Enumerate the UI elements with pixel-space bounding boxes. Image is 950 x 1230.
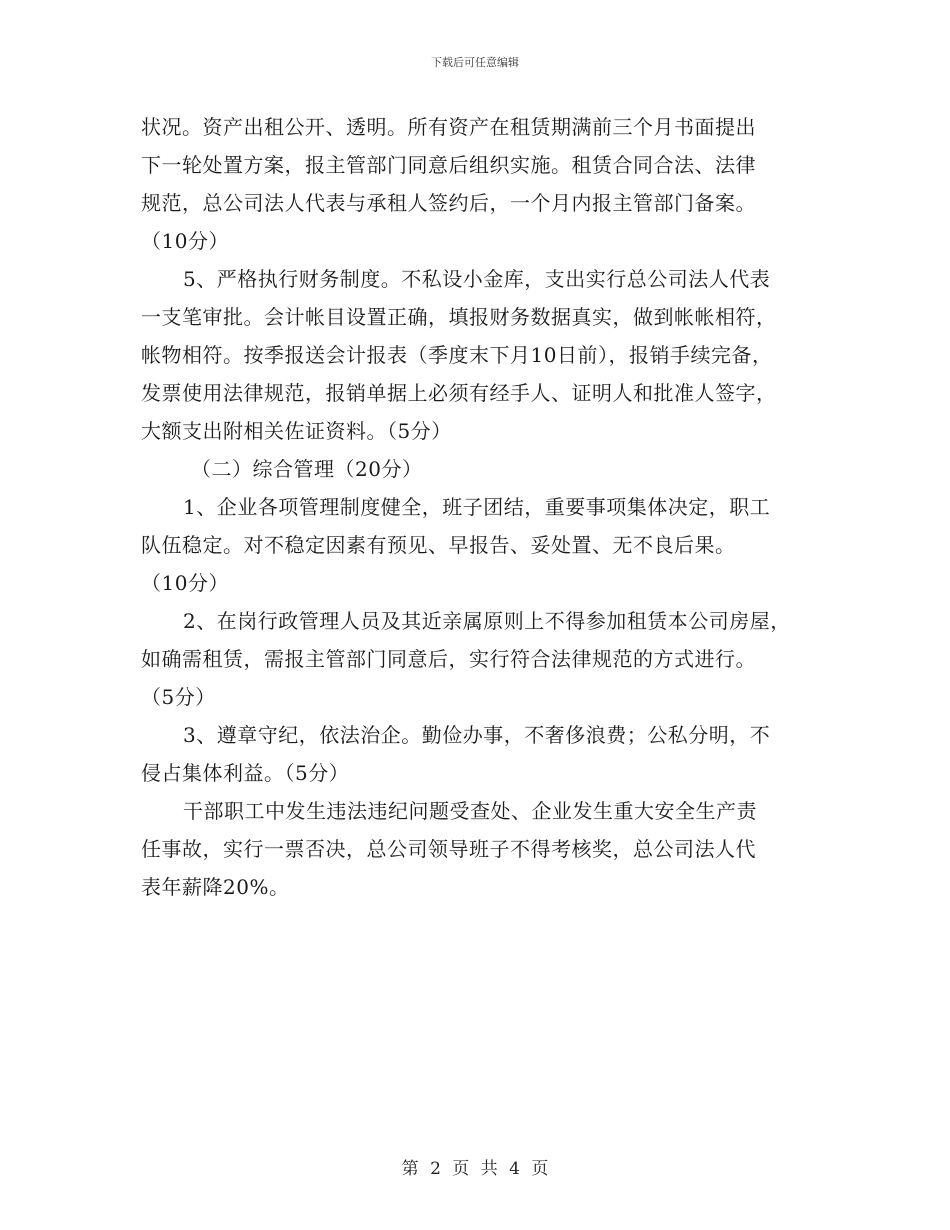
text-line: 下一轮处置方案，报主管部门同意后组织实施。租赁合同合法、法律 [141, 153, 756, 177]
section-heading: （二）综合管理（20分） [191, 457, 423, 481]
header-note: 下载后可任意编辑 [431, 56, 519, 69]
text-line: 任事故，实行一票否决，总公司领导班子不得考核奖，总公司法人代 [141, 837, 756, 861]
paragraph-item-3: 3、遵章守纪，依法治企。勤俭办事，不奢侈浪费；公私分明，不 [183, 723, 771, 747]
text-line: 帐物相符。按季报送会计报表（季度末下月10日前），报销手续完备， [141, 343, 773, 367]
score-note: （10分） [141, 229, 229, 253]
score-note: （5分） [141, 685, 216, 709]
text-line: 规范，总公司法人代表与承租人签约后，一个月内报主管部门备案。 [141, 191, 756, 215]
text-line: 发票使用法律规范，报销单据上必须有经手人、证明人和批准人签字， [141, 381, 777, 405]
text-line: 一支笔审批。会计帐目设置正确，填报财务数据真实，做到帐帐相符， [141, 305, 777, 329]
text-line: 大额支出附相关佐证资料。（5分） [141, 419, 452, 443]
text-line: 如确需租赁，需报主管部门同意后，实行符合法律规范的方式进行。 [141, 647, 756, 671]
paragraph-item-5: 5、严格执行财务制度。不私设小金库，支出实行总公司法人代表 [183, 267, 771, 291]
score-note: （10分） [141, 571, 229, 595]
text-line: 队伍稳定。对不稳定因素有预见、早报告、妥处置、无不良后果。 [141, 533, 736, 557]
document-body [141, 108, 821, 906]
text-line: 表年薪降20%。 [141, 875, 290, 899]
text-line: 侵占集体利益。（5分） [141, 761, 350, 785]
paragraph-item-1: 1、企业各项管理制度健全，班子团结，重要事项集体决定，职工 [183, 495, 771, 519]
paragraph-veto: 干部职工中发生违法违纪问题受查处、企业发生重大安全生产责 [183, 799, 757, 823]
paragraph-item-2: 2、在岗行政管理人员及其近亲属原则上不得参加租赁本公司房屋， [183, 609, 791, 633]
page-number: 第 2 页 共 4 页 [401, 1159, 549, 1179]
text-line: 状况。资产出租公开、透明。所有资产在租赁期满前三个月书面提出 [141, 115, 756, 139]
